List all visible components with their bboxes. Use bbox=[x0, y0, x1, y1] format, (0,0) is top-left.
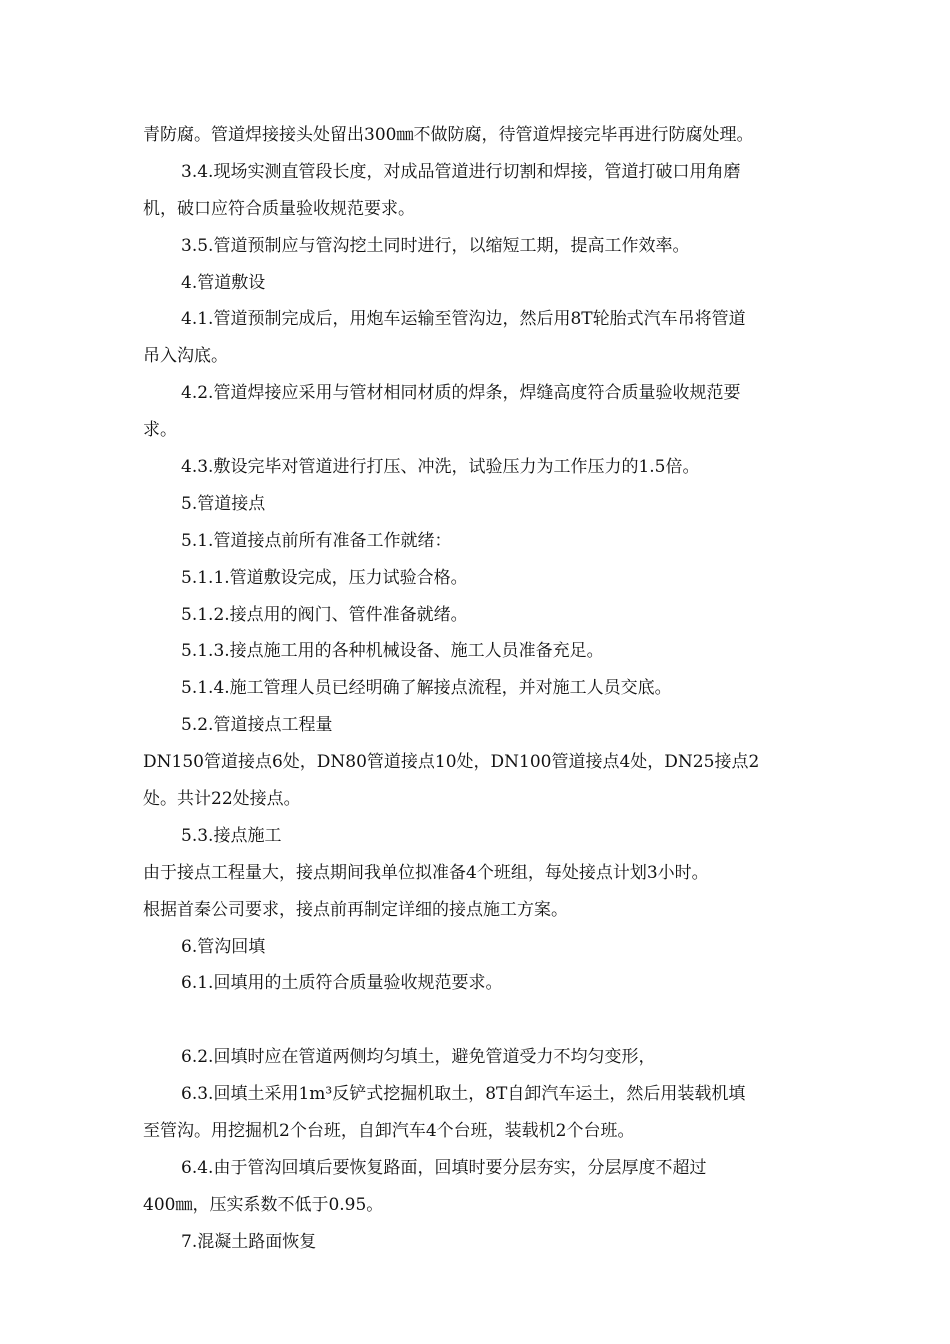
document-body bbox=[143, 117, 811, 1261]
paragraph-line: 6.3.回填土采用1m³反铲式挖掘机取土，8T自卸汽车运土，然后用装载机填 bbox=[181, 1084, 746, 1105]
paragraph-line: 青防腐。管道焊接接头处留出300㎜不做防腐，待管道焊接完毕再进行防腐处理。 bbox=[143, 125, 754, 145]
paragraph-line: 3.4.现场实测直管段长度，对成品管道进行切割和焊接，管道打破口用角磨 bbox=[181, 161, 741, 182]
paragraph-line: 处。共计22处接点。 bbox=[143, 789, 301, 810]
paragraph-line: 求。 bbox=[143, 420, 177, 441]
paragraph-line: 5.2.管道接点工程量 bbox=[181, 715, 333, 736]
section-heading: 7.混凝土路面恢复 bbox=[181, 1231, 317, 1252]
paragraph-line: 4.1.管道预制完成后，用炮车运输至管沟边，然后用8T轮胎式汽车吊将管道 bbox=[181, 309, 746, 330]
paragraph-line: 4.3.敷设完毕对管道进行打压、冲洗，试验压力为工作压力的1.5倍。 bbox=[181, 457, 700, 478]
paragraph-line: 由于接点工程量大，接点期间我单位拟准备4个班组，每处接点计划3小时。 bbox=[143, 862, 709, 883]
paragraph-line: 6.4.由于管沟回填后要恢复路面，回填时要分层夯实，分层厚度不超过 bbox=[181, 1157, 707, 1178]
section-heading: 4.管道敷设 bbox=[181, 272, 266, 293]
paragraph-line: 5.1.4.施工管理人员已经明确了解接点流程，并对施工人员交底。 bbox=[181, 678, 672, 699]
paragraph-line: 根据首秦公司要求，接点前再制定详细的接点施工方案。 bbox=[143, 899, 568, 920]
paragraph-line: 机，破口应符合质量验收规范要求。 bbox=[143, 198, 415, 219]
paragraph-line: 5.3.接点施工 bbox=[181, 825, 282, 846]
paragraph-line: 吊入沟底。 bbox=[143, 346, 228, 367]
paragraph-line: 4.2.管道焊接应采用与管材相同材质的焊条，焊缝高度符合质量验收规范要 bbox=[181, 383, 741, 404]
paragraph-line: 5.1.管道接点前所有准备工作就绪： bbox=[181, 530, 452, 551]
paragraph-line: DN150管道接点6处，DN80管道接点10处，DN100管道接点4处，DN25接点2 bbox=[143, 752, 760, 773]
section-heading: 5.管道接点 bbox=[181, 493, 266, 514]
paragraph-line: 3.5.管道预制应与管沟挖土同时进行，以缩短工期，提高工作效率。 bbox=[181, 235, 690, 256]
blank-line bbox=[143, 1002, 811, 1039]
paragraph-line: 400㎜，压实系数不低于0.95。 bbox=[143, 1194, 384, 1215]
paragraph-line: 5.1.3.接点施工用的各种机械设备、施工人员准备充足。 bbox=[181, 641, 604, 662]
section-heading: 6.管沟回填 bbox=[181, 936, 266, 957]
paragraph-line: 6.1.回填用的土质符合质量验收规范要求。 bbox=[181, 973, 503, 994]
paragraph-line: 5.1.1.管道敷设完成，压力试验合格。 bbox=[181, 567, 468, 588]
paragraph-line: 至管沟。用挖掘机2个台班，自卸汽车4个台班，装载机2个台班。 bbox=[143, 1121, 635, 1142]
paragraph-line: 5.1.2.接点用的阀门、管件准备就绪。 bbox=[181, 604, 468, 625]
paragraph-line: 6.2.回填时应在管道两侧均匀填土，避免管道受力不均匀变形， bbox=[181, 1047, 656, 1068]
